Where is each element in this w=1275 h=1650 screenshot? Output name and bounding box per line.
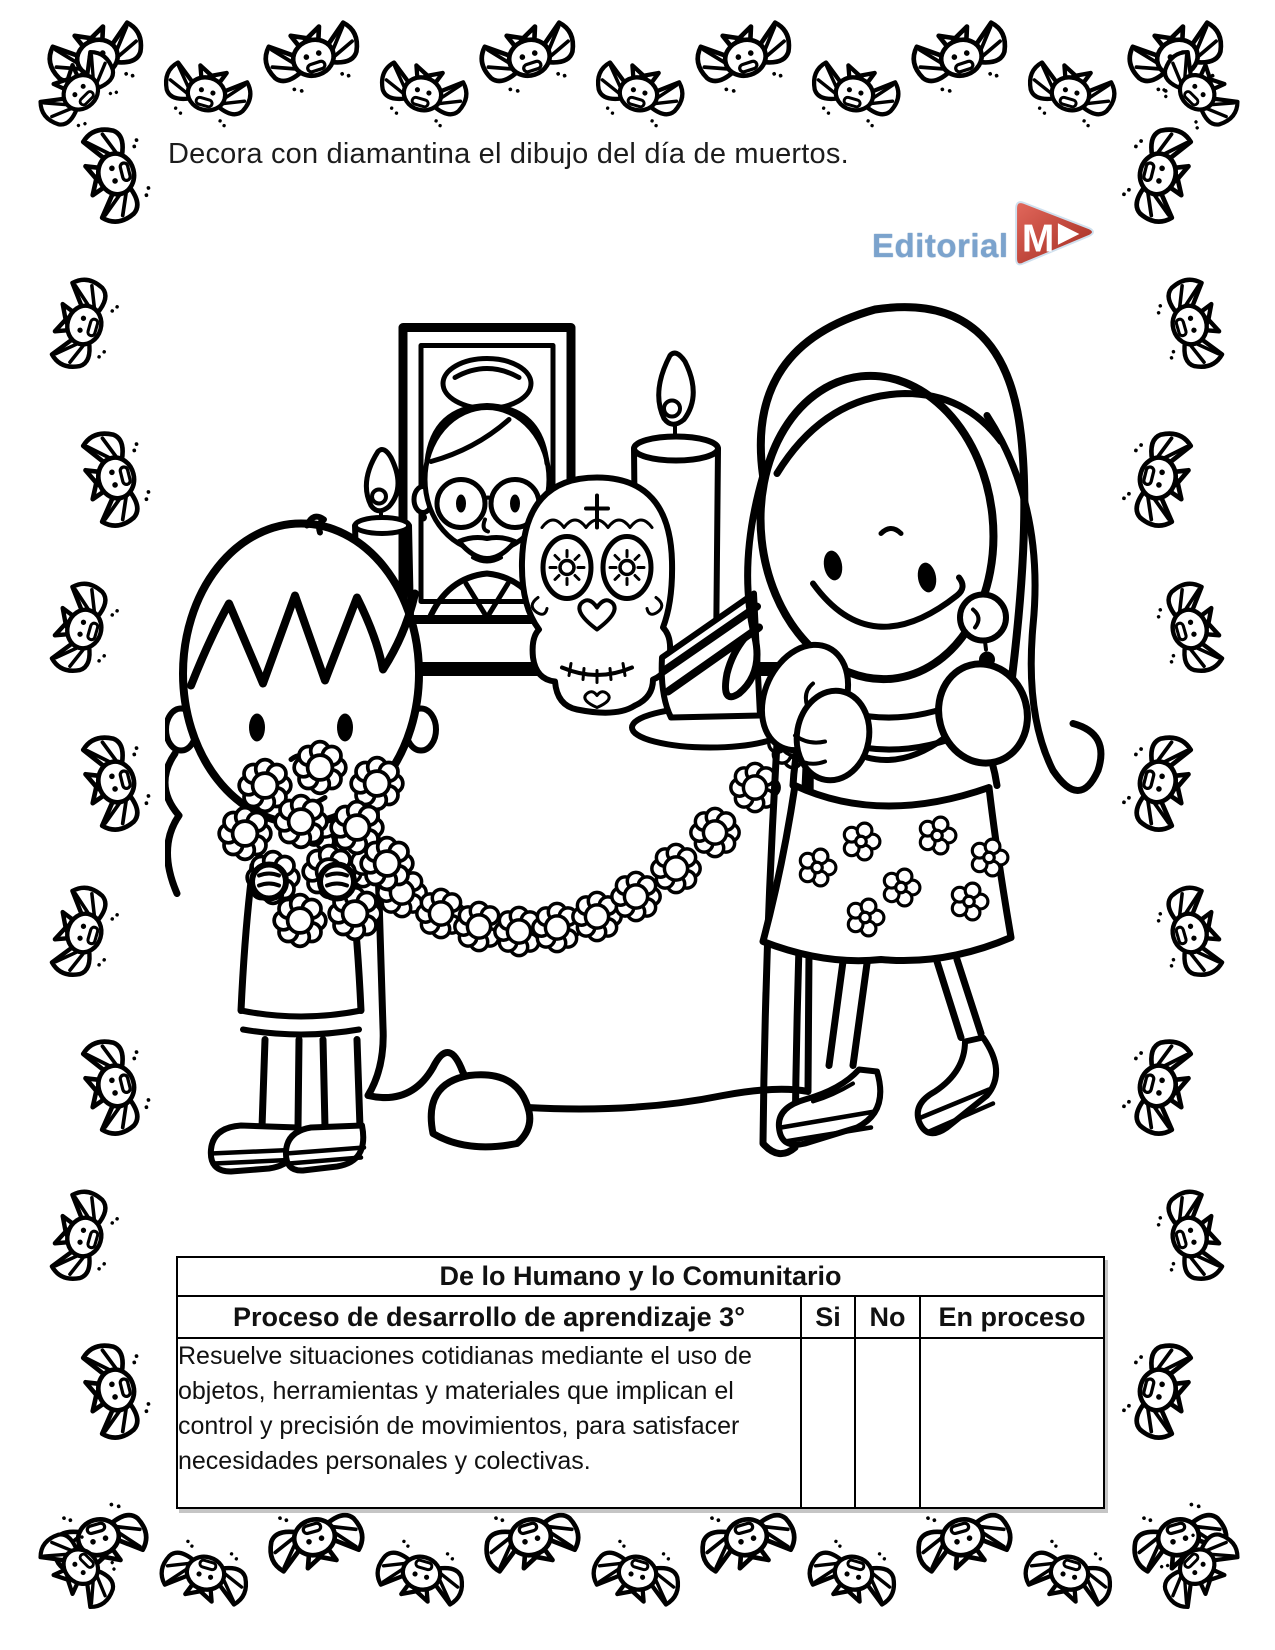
bat-icon: [682, 10, 809, 108]
marigold-icon: [275, 796, 327, 848]
bat-icon: [1143, 266, 1234, 386]
bat-icon: [364, 1528, 480, 1616]
bat-icon: [898, 10, 1025, 108]
bat-icon: [72, 1327, 164, 1452]
col-header-no: No: [855, 1296, 920, 1338]
marigold-icon: [652, 844, 700, 892]
marigold-icon: [361, 838, 413, 890]
marigold-icon: [219, 808, 271, 860]
bat-icon: [41, 570, 132, 690]
col-header-in-progress: En proceso: [920, 1296, 1104, 1338]
editorial-md-logo: [872, 198, 1097, 270]
bat-icon: [466, 10, 593, 108]
bat-icon: [1143, 874, 1234, 994]
sugar-skull-icon: [522, 478, 672, 713]
bat-icon: [796, 52, 912, 140]
marigold-icon: [274, 895, 326, 947]
bat-icon: [580, 1528, 696, 1616]
table-section-title: De lo Humano y lo Comunitario: [177, 1257, 1104, 1296]
bat-icon: [1012, 52, 1128, 140]
bat-icon: [1110, 1023, 1202, 1148]
bat-icon: [1143, 1178, 1234, 1298]
bat-icon: [148, 1528, 264, 1616]
table-row: [177, 1338, 1104, 1508]
bat-icon: [1110, 1327, 1202, 1452]
col-header-process: Proceso de desarrollo de aprendizaje 3°: [177, 1296, 801, 1338]
svg-text:M: M: [1021, 217, 1054, 261]
marigold-icon: [691, 808, 739, 856]
bat-icon: [796, 1528, 912, 1616]
assessment-table: [176, 1256, 1105, 1509]
bat-icon: [41, 874, 132, 994]
logo-md-icon: [1013, 198, 1097, 270]
col-header-yes: Si: [801, 1296, 855, 1338]
marigold-icon: [612, 872, 660, 920]
coloring-illustration: [165, 263, 1105, 1238]
bat-icon: [148, 52, 264, 140]
background-squiggle: [165, 754, 179, 894]
marigold-icon: [294, 742, 346, 794]
bat-icon: [250, 10, 377, 108]
logo-editorial-text: Editorial: [872, 227, 1009, 264]
bat-icon: [41, 266, 132, 386]
bat-icon: [1012, 1528, 1128, 1616]
bat-icon: [580, 52, 696, 140]
bat-icon: [41, 1178, 132, 1298]
bat-icon: [1110, 719, 1202, 844]
bat-icon: [1110, 111, 1202, 236]
bat-icon: [364, 52, 480, 140]
bat-icon: [72, 415, 164, 540]
bat-icon: [72, 719, 164, 844]
no-answer-cell: [855, 1338, 920, 1508]
instruction-text: Decora con diamantina el dibujo del día de muertos.: [168, 138, 849, 170]
bat-icon: [1143, 570, 1234, 690]
bat-icon: [1110, 415, 1202, 540]
process-description-cell: Resuelve situaciones cotidianas mediante el uso de objetos, herramientas y materiales que implican el control y precisión de movimientos, para satisfacer necesidades personales y colectivas.: [177, 1338, 801, 1508]
in-progress-answer-cell: [920, 1338, 1104, 1508]
bat-icon: [72, 1023, 164, 1148]
yes-answer-cell: [801, 1338, 855, 1508]
